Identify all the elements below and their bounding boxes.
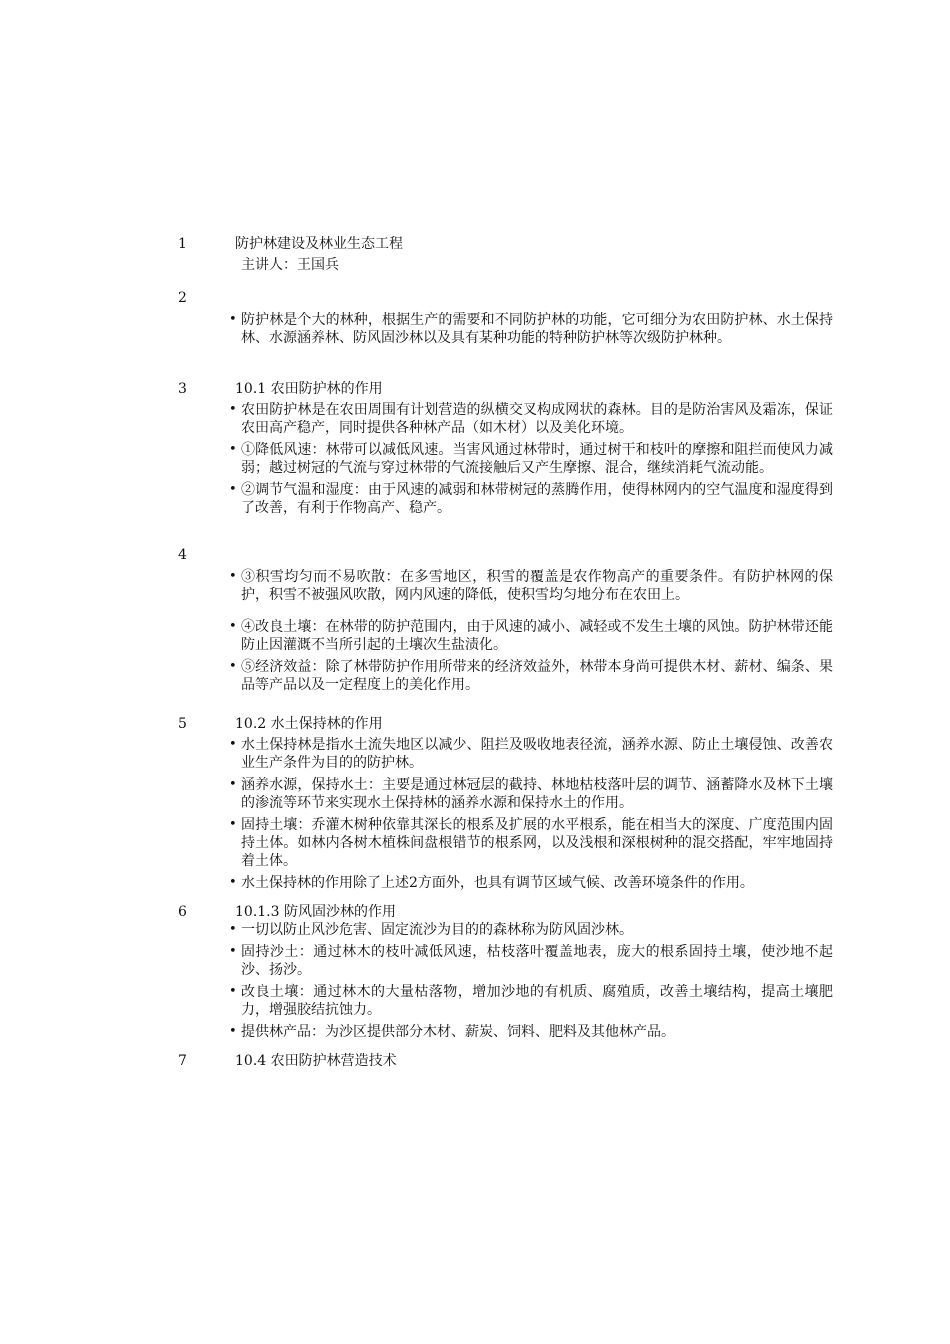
bullet-list: [229, 311, 833, 351]
bullet-icon: •: [229, 619, 237, 634]
bullet-item: • 水土保持林是指水土流失地区以减少、阻拦及吸收地表径流，涵养水源、防止土壤侵蚀、改善农业生产条件为目的的防护林。: [229, 737, 833, 771]
bullet-list: [229, 401, 833, 521]
bullet-list: [229, 568, 833, 698]
bullet-list: [229, 736, 833, 896]
slide-title: 10.4 农田防护林营造技术: [235, 1053, 397, 1069]
bullet-item: • ⑤经济效益：除了林带防护作用所带来的经济效益外，林带本身尚可提供木材、薪材、编条、果品等产品以及一定程度上的美化作用。: [229, 659, 833, 693]
bullet-item: • 一切以防止风沙危害、固定流沙为目的的森林称为防风固沙林。: [229, 922, 633, 938]
slide-number: 2: [178, 290, 187, 306]
slide-subtitle: 主讲人：王国兵: [241, 257, 339, 273]
bullet-icon: •: [229, 1024, 237, 1039]
bullet-item: • ③积雪均匀而不易吹散：在多雪地区，积雪的覆盖是农作物高产的重要条件。有防护林网的保护，积雪不被强风吹散，网内风速的降低，使积雪均匀地分布在农田上。: [229, 569, 833, 603]
slide-title: 防护林建设及林业生态工程: [235, 236, 403, 252]
slide-number: 1: [178, 236, 187, 252]
slide-title: 10.2 水土保持林的作用: [235, 716, 383, 732]
bullet-icon: •: [229, 482, 237, 497]
slide-number: 7: [178, 1053, 187, 1069]
bullet-item: • 水土保持林的作用除了上述2方面外，也具有调节区域气候、改善环境条件的作用。: [229, 875, 754, 891]
bullet-icon: •: [229, 659, 237, 674]
bullet-item: • 防护林是个大的林种，根据生产的需要和不同防护林的功能，它可细分为农田防护林、水土保持林、水源涵养林、防风固沙林以及具有某种功能的特种防护林等次级防护林种。: [229, 312, 833, 346]
bullet-icon: •: [229, 402, 237, 417]
bullet-icon: •: [229, 984, 237, 999]
bullet-icon: •: [229, 922, 237, 937]
slide-title: 10.1 农田防护林的作用: [235, 381, 383, 397]
slide-number: 3: [178, 381, 187, 397]
bullet-item: • 农田防护林是在农田周围有计划营造的纵横交叉构成网状的森林。目的是防治害风及霜冻，保证农田高产稳产，同时提供各种林产品（如木材）以及美化环境。: [229, 402, 833, 436]
bullet-item: • 固持沙土：通过林木的枝叶减低风速，枯枝落叶覆盖地表，庞大的根系固持土壤，使沙地不起沙、扬沙。: [229, 944, 833, 978]
slide-title: 10.1.3 防风固沙林的作用: [235, 904, 396, 920]
bullet-icon: •: [229, 817, 237, 832]
bullet-icon: •: [229, 569, 237, 584]
bullet-icon: •: [229, 777, 237, 792]
slide-number: 4: [178, 547, 187, 563]
bullet-icon: •: [229, 442, 237, 457]
bullet-item: • 改良土壤：通过林木的大量枯落物，增加沙地的有机质、腐殖质，改善土壤结构，提高土壤肥力，增强胶结抗蚀力。: [229, 984, 833, 1018]
bullet-item: • 固持土壤：乔灌木树种依靠其深长的根系及扩展的水平根系，能在相当大的深度、广度范围内固持土体。如林内各树木植株间盘根错节的根系网，以及浅根和深根树种的混交搭配，牢牢地固持着土体。: [229, 817, 833, 869]
bullet-icon: •: [229, 737, 237, 752]
bullet-item: • 涵养水源，保持水土：主要是通过林冠层的截持、林地枯枝落叶层的调节、涵蓄降水及林下土壤的渗流等环节来实现水土保持林的涵养水源和保持水土的作用。: [229, 777, 833, 811]
slide-number: 6: [178, 904, 187, 920]
bullet-icon: •: [229, 944, 237, 959]
bullet-item: • ②调节气温和湿度：由于风速的减弱和林带树冠的蒸腾作用，使得林网内的空气温度和湿度得到了改善，有利于作物高产、稳产。: [229, 482, 833, 516]
bullet-icon: •: [229, 875, 237, 890]
bullet-icon: •: [229, 312, 237, 327]
bullet-item: • 提供林产品：为沙区提供部分木材、薪炭、饲料、肥料及其他林产品。: [229, 1024, 675, 1040]
bullet-item: • ①降低风速：林带可以减低风速。当害风通过林带时，通过树干和枝叶的摩擦和阻拦而使风力减弱；越过树冠的气流与穿过林带的气流接触后又产生摩擦、混合，继续消耗气流动能。: [229, 442, 833, 476]
bullet-list: [229, 921, 833, 1045]
slide-number: 5: [178, 716, 187, 732]
bullet-item: • ④改良土壤：在林带的防护范围内，由于风速的减小、减轻或不发生土壤的风蚀。防护林带还能防止因灌溉不当所引起的土壤次生盐渍化。: [229, 619, 833, 653]
